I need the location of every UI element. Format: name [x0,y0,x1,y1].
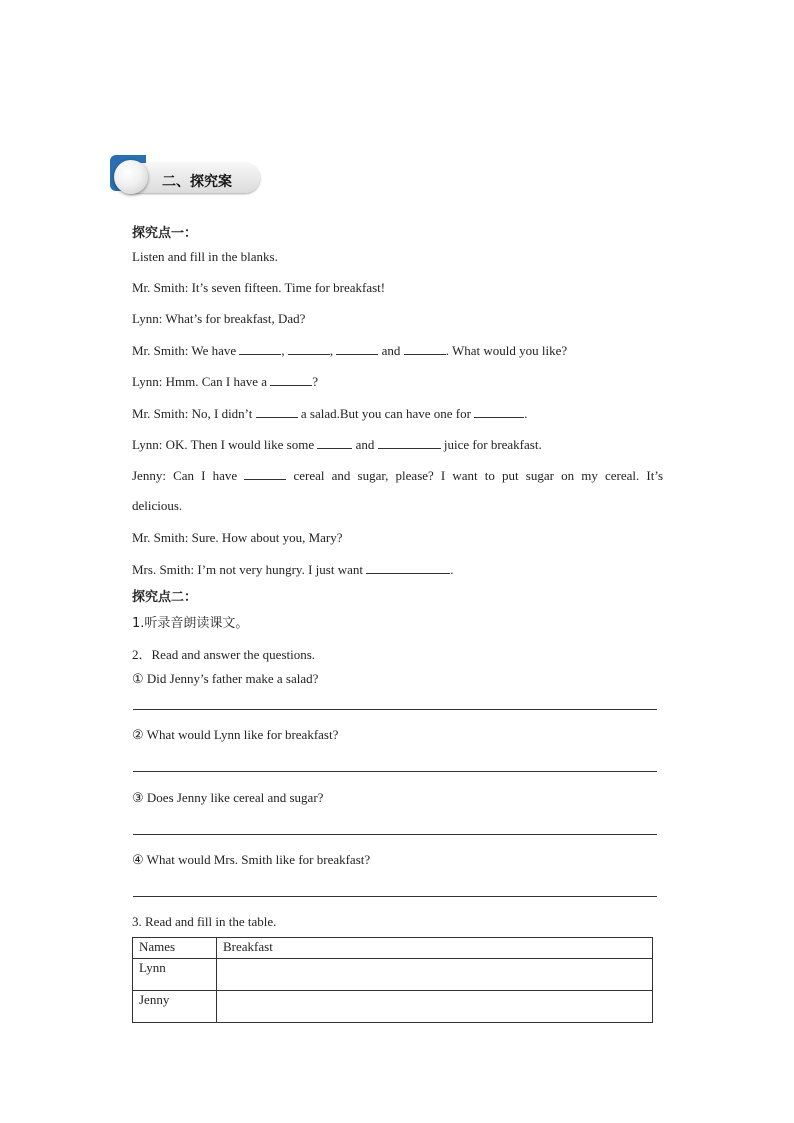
answer-line-2[interactable] [133,771,657,772]
badge-circle-icon [114,160,148,194]
fill-blank[interactable] [239,342,281,355]
answer-line-3[interactable] [133,834,657,835]
fill-blank[interactable] [474,405,524,418]
fill-blank[interactable] [378,436,441,449]
table-cell-name: Jenny [133,991,217,1023]
table-cell-name: Lynn [133,959,217,991]
part2-item-3: 3. Read and fill in the table. [132,914,277,929]
fill-blank[interactable] [317,436,352,449]
table-cell-breakfast[interactable] [217,959,653,991]
dialogue-line-1: Mr. Smith: It’s seven fifteen. Time for breakfast! [132,280,386,295]
part2-item-1: 1.听录音朗读课文。 [132,616,249,631]
fill-blank[interactable] [404,342,446,355]
table-header-names: Names [133,938,217,959]
dialogue-line-5: Mr. Smith: No, I didn’t a salad.But you can have one for . [132,406,528,421]
answer-line-1[interactable] [133,709,657,710]
table-row [133,959,653,991]
section-heading-badge [108,155,263,197]
dialogue-line-6: Lynn: OK. Then I would like some and juice for breakfast. [132,437,542,452]
question-4: ④ What would Mrs. Smith like for breakfast? [132,852,371,867]
table-cell-breakfast[interactable] [217,991,653,1023]
fill-blank[interactable] [336,342,378,355]
fill-blank[interactable] [288,342,330,355]
fill-blank[interactable] [256,405,298,418]
table-header-row [133,938,653,959]
dialogue-line-2: Lynn: What’s for breakfast, Dad? [132,311,306,326]
part1-instruction: Listen and fill in the blanks. [132,249,278,264]
dialogue-line-3: Mr. Smith: We have , , and . What would you like? [132,343,568,358]
breakfast-table [132,937,653,1023]
fill-blank[interactable] [244,467,286,480]
question-3: ③ Does Jenny like cereal and sugar? [132,790,324,805]
question-2: ② What would Lynn like for breakfast? [132,727,339,742]
table-header-breakfast: Breakfast [217,938,653,959]
section-title: 二、探究案 [162,174,232,190]
part2-heading: 探究点二： [132,590,198,605]
table-row [133,991,653,1023]
dialogue-line-7: Jenny: Can I have cereal and sugar, please? I want to put sugar on my cereal. It’s [132,468,663,483]
dialogue-line-4: Lynn: Hmm. Can I have a ? [132,374,319,389]
answer-line-4[interactable] [133,896,657,897]
dialogue-line-8: Mr. Smith: Sure. How about you, Mary? [132,530,343,545]
dialogue-line-7-cont: delicious. [132,498,183,513]
fill-blank[interactable] [366,561,450,574]
fill-blank[interactable] [270,373,312,386]
question-1: ① Did Jenny’s father make a salad? [132,671,319,686]
part1-heading: 探究点一： [132,226,198,241]
part2-item-2: 2．Read and answer the questions. [132,647,316,662]
dialogue-line-9: Mrs. Smith: I’m not very hungry. I just want . [132,562,454,577]
